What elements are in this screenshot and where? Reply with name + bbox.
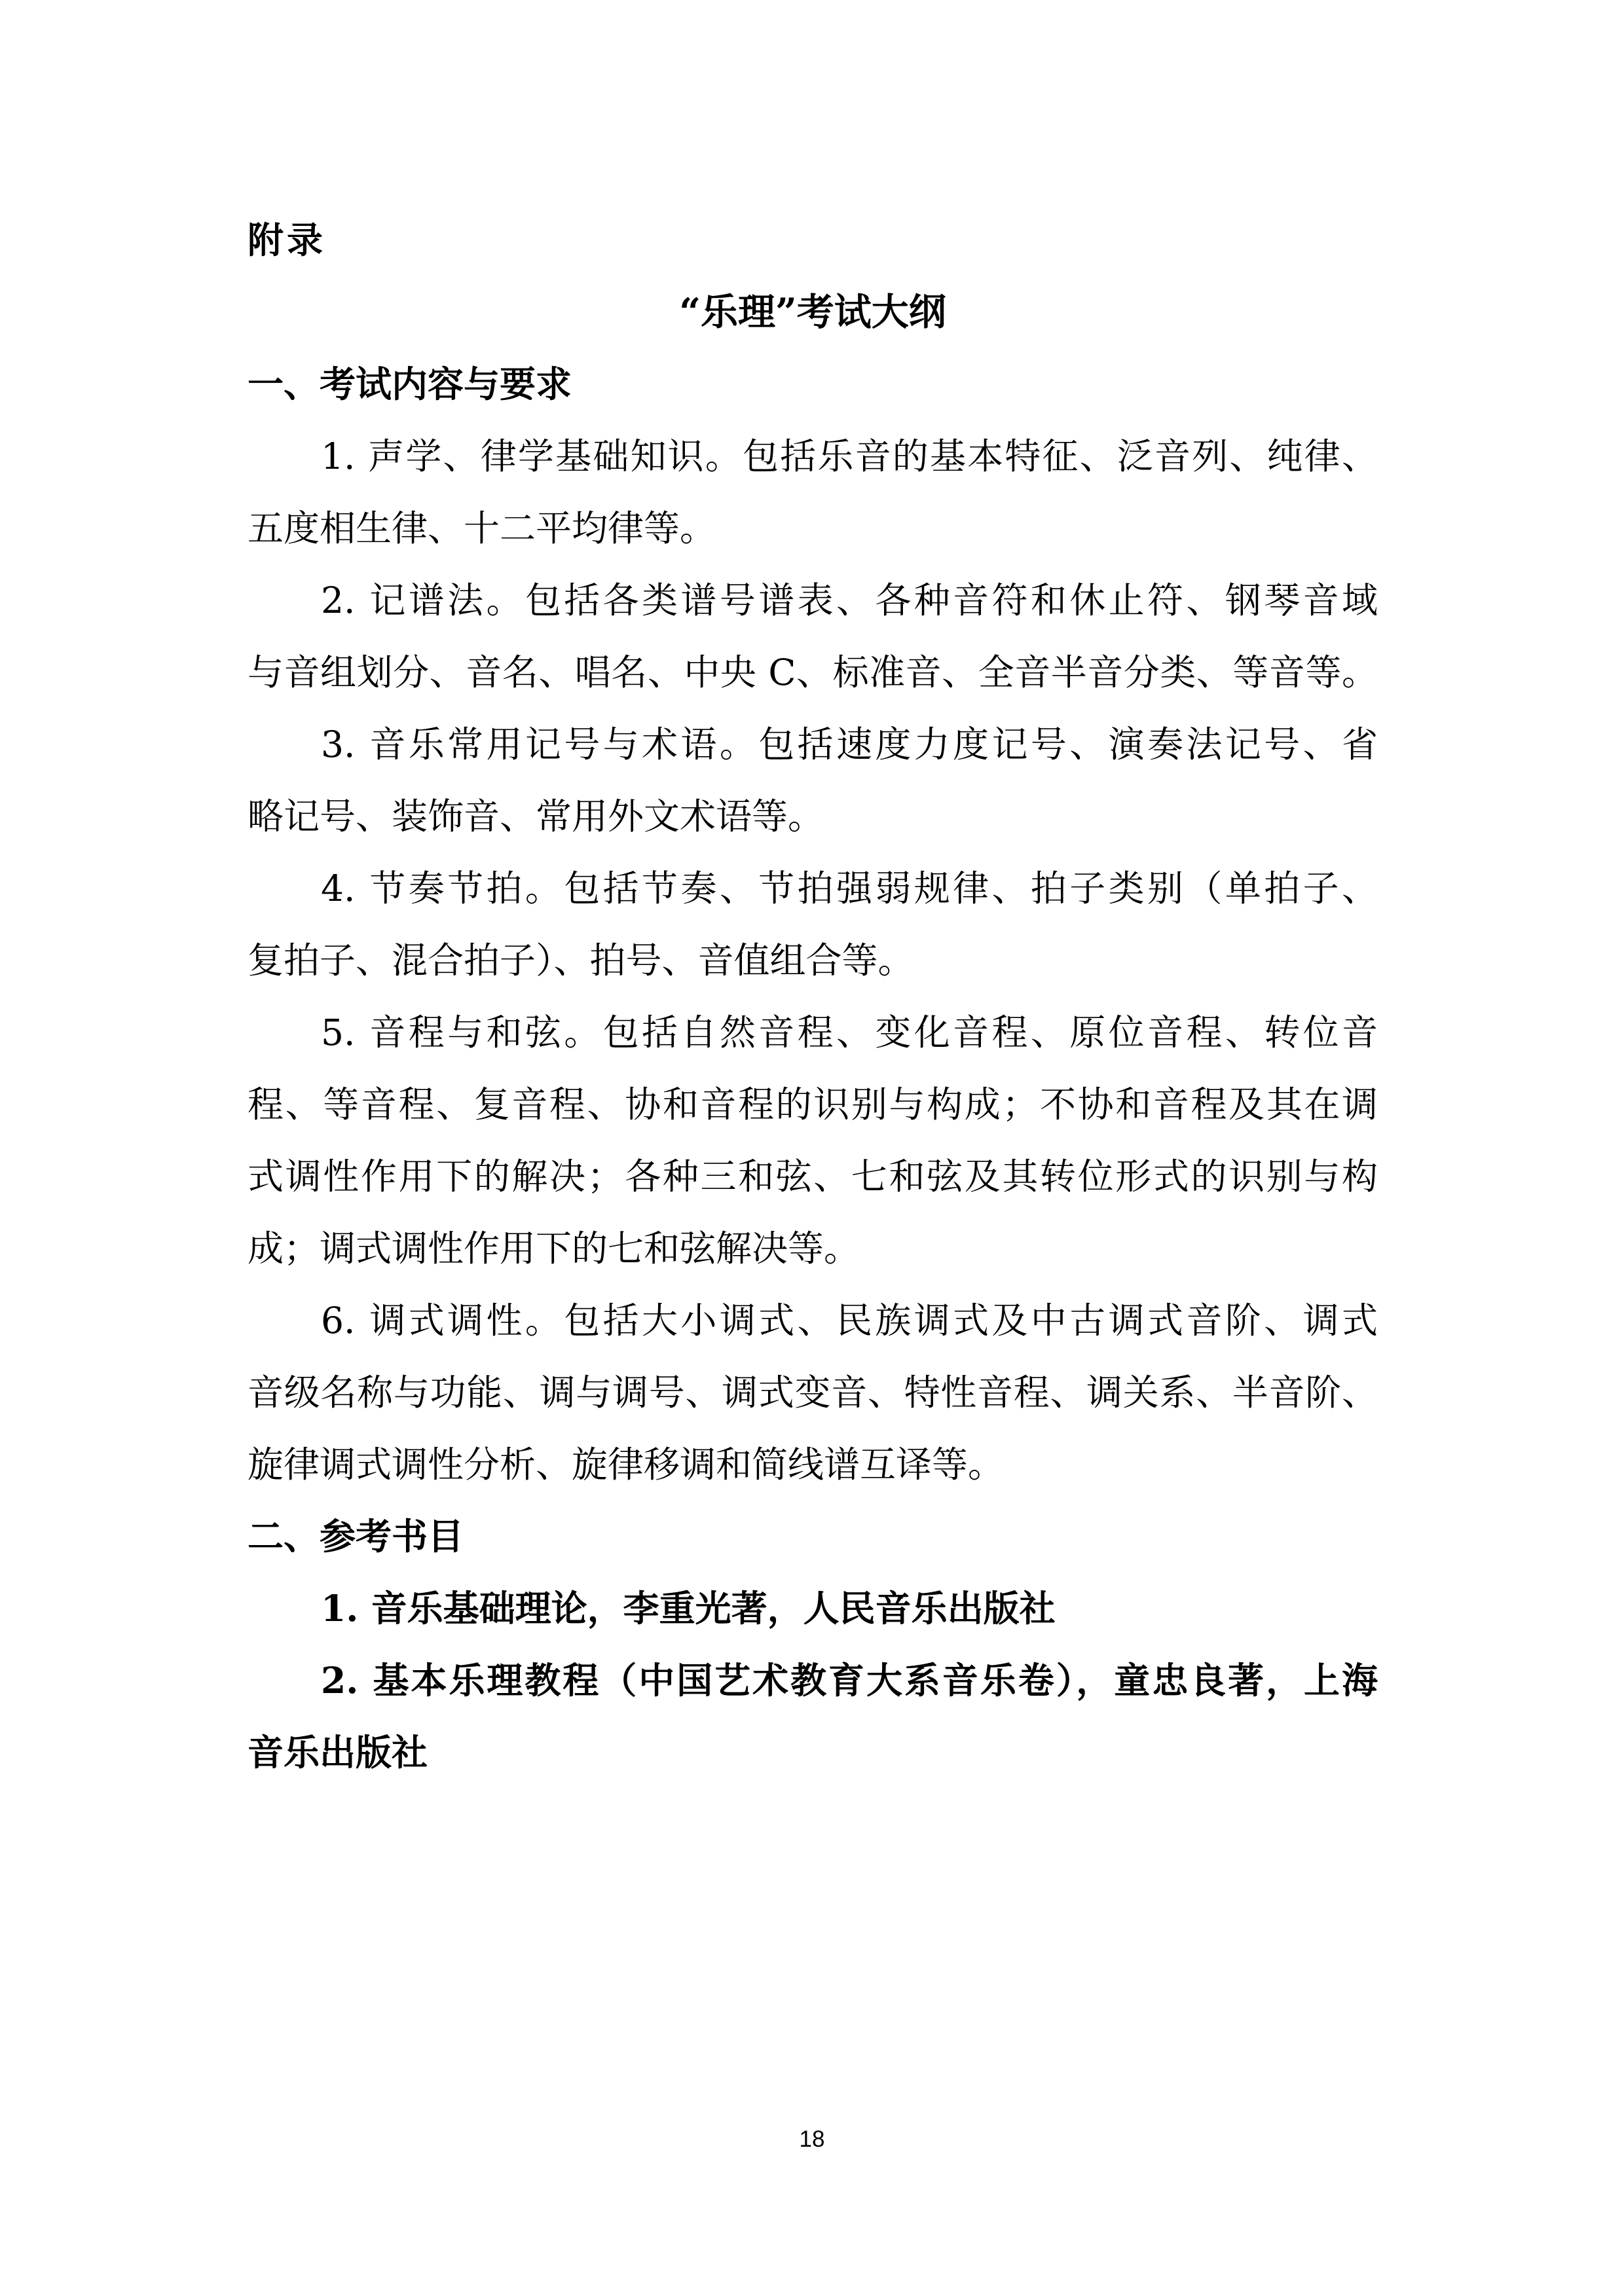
document-content: [248, 204, 1378, 1789]
document-title: “乐理”考试大纲: [679, 290, 946, 334]
item-2-line-1: 2. 记谱法。包括各类谱号谱表、各种音符和休止符、钢琴音域: [321, 579, 1378, 621]
item-3-line-1: 3. 音乐常用记号与术语。包括速度力度记号、演奏法记号、省: [321, 723, 1378, 765]
item-5-line-4: 成；调式调性作用下的七和弦解决等。: [248, 1228, 860, 1269]
section-2-header: 二、参考书目: [248, 1515, 464, 1558]
appendix-heading: 附录: [248, 219, 327, 261]
item-3-line-2: 略记号、装饰音、常用外文术语等。: [248, 795, 824, 837]
reference-1-line-1: 1. 音乐基础理论，李重光著，人民音乐出版社: [321, 1587, 1056, 1630]
page-number: 18: [799, 2126, 825, 2152]
item-6-line-2: 音级名称与功能、调与调号、调式变音、特性音程、调关系、半音阶、: [248, 1372, 1378, 1413]
item-2-line-2: 与音组划分、音名、唱名、中央 C、标准音、全音半音分类、等音等。: [248, 651, 1378, 693]
item-1-line-1: 1. 声学、律学基础知识。包括乐音的基本特征、泛音列、纯律、: [321, 435, 1378, 477]
item-5-line-3: 式调性作用下的解决；各种三和弦、七和弦及其转位形式的识别与构: [248, 1156, 1378, 1197]
reference-2-line-1: 2. 基本乐理教程（中国艺术教育大系音乐卷），童忠良著，上海: [321, 1659, 1378, 1702]
section-1-header: 一、考试内容与要求: [248, 363, 572, 405]
reference-2-line-2: 音乐出版社: [248, 1731, 428, 1774]
item-6-line-1: 6. 调式调性。包括大小调式、民族调式及中古调式音阶、调式: [321, 1300, 1378, 1341]
item-5-line-1: 5. 音程与和弦。包括自然音程、变化音程、原位音程、转位音: [321, 1011, 1378, 1053]
item-6-line-3: 旋律调式调性分析、旋律移调和简线谱互译等。: [248, 1444, 1005, 1485]
item-5-line-2: 程、等音程、复音程、协和音程的识别与构成；不协和音程及其在调: [248, 1084, 1378, 1125]
item-4-line-1: 4. 节奏节拍。包括节奏、节拍强弱规律、拍子类别（单拍子、: [321, 867, 1378, 909]
item-4-line-2: 复拍子、混合拍子）、拍号、音值组合等。: [248, 939, 914, 981]
item-1-line-2: 五度相生律、十二平均律等。: [248, 507, 716, 549]
